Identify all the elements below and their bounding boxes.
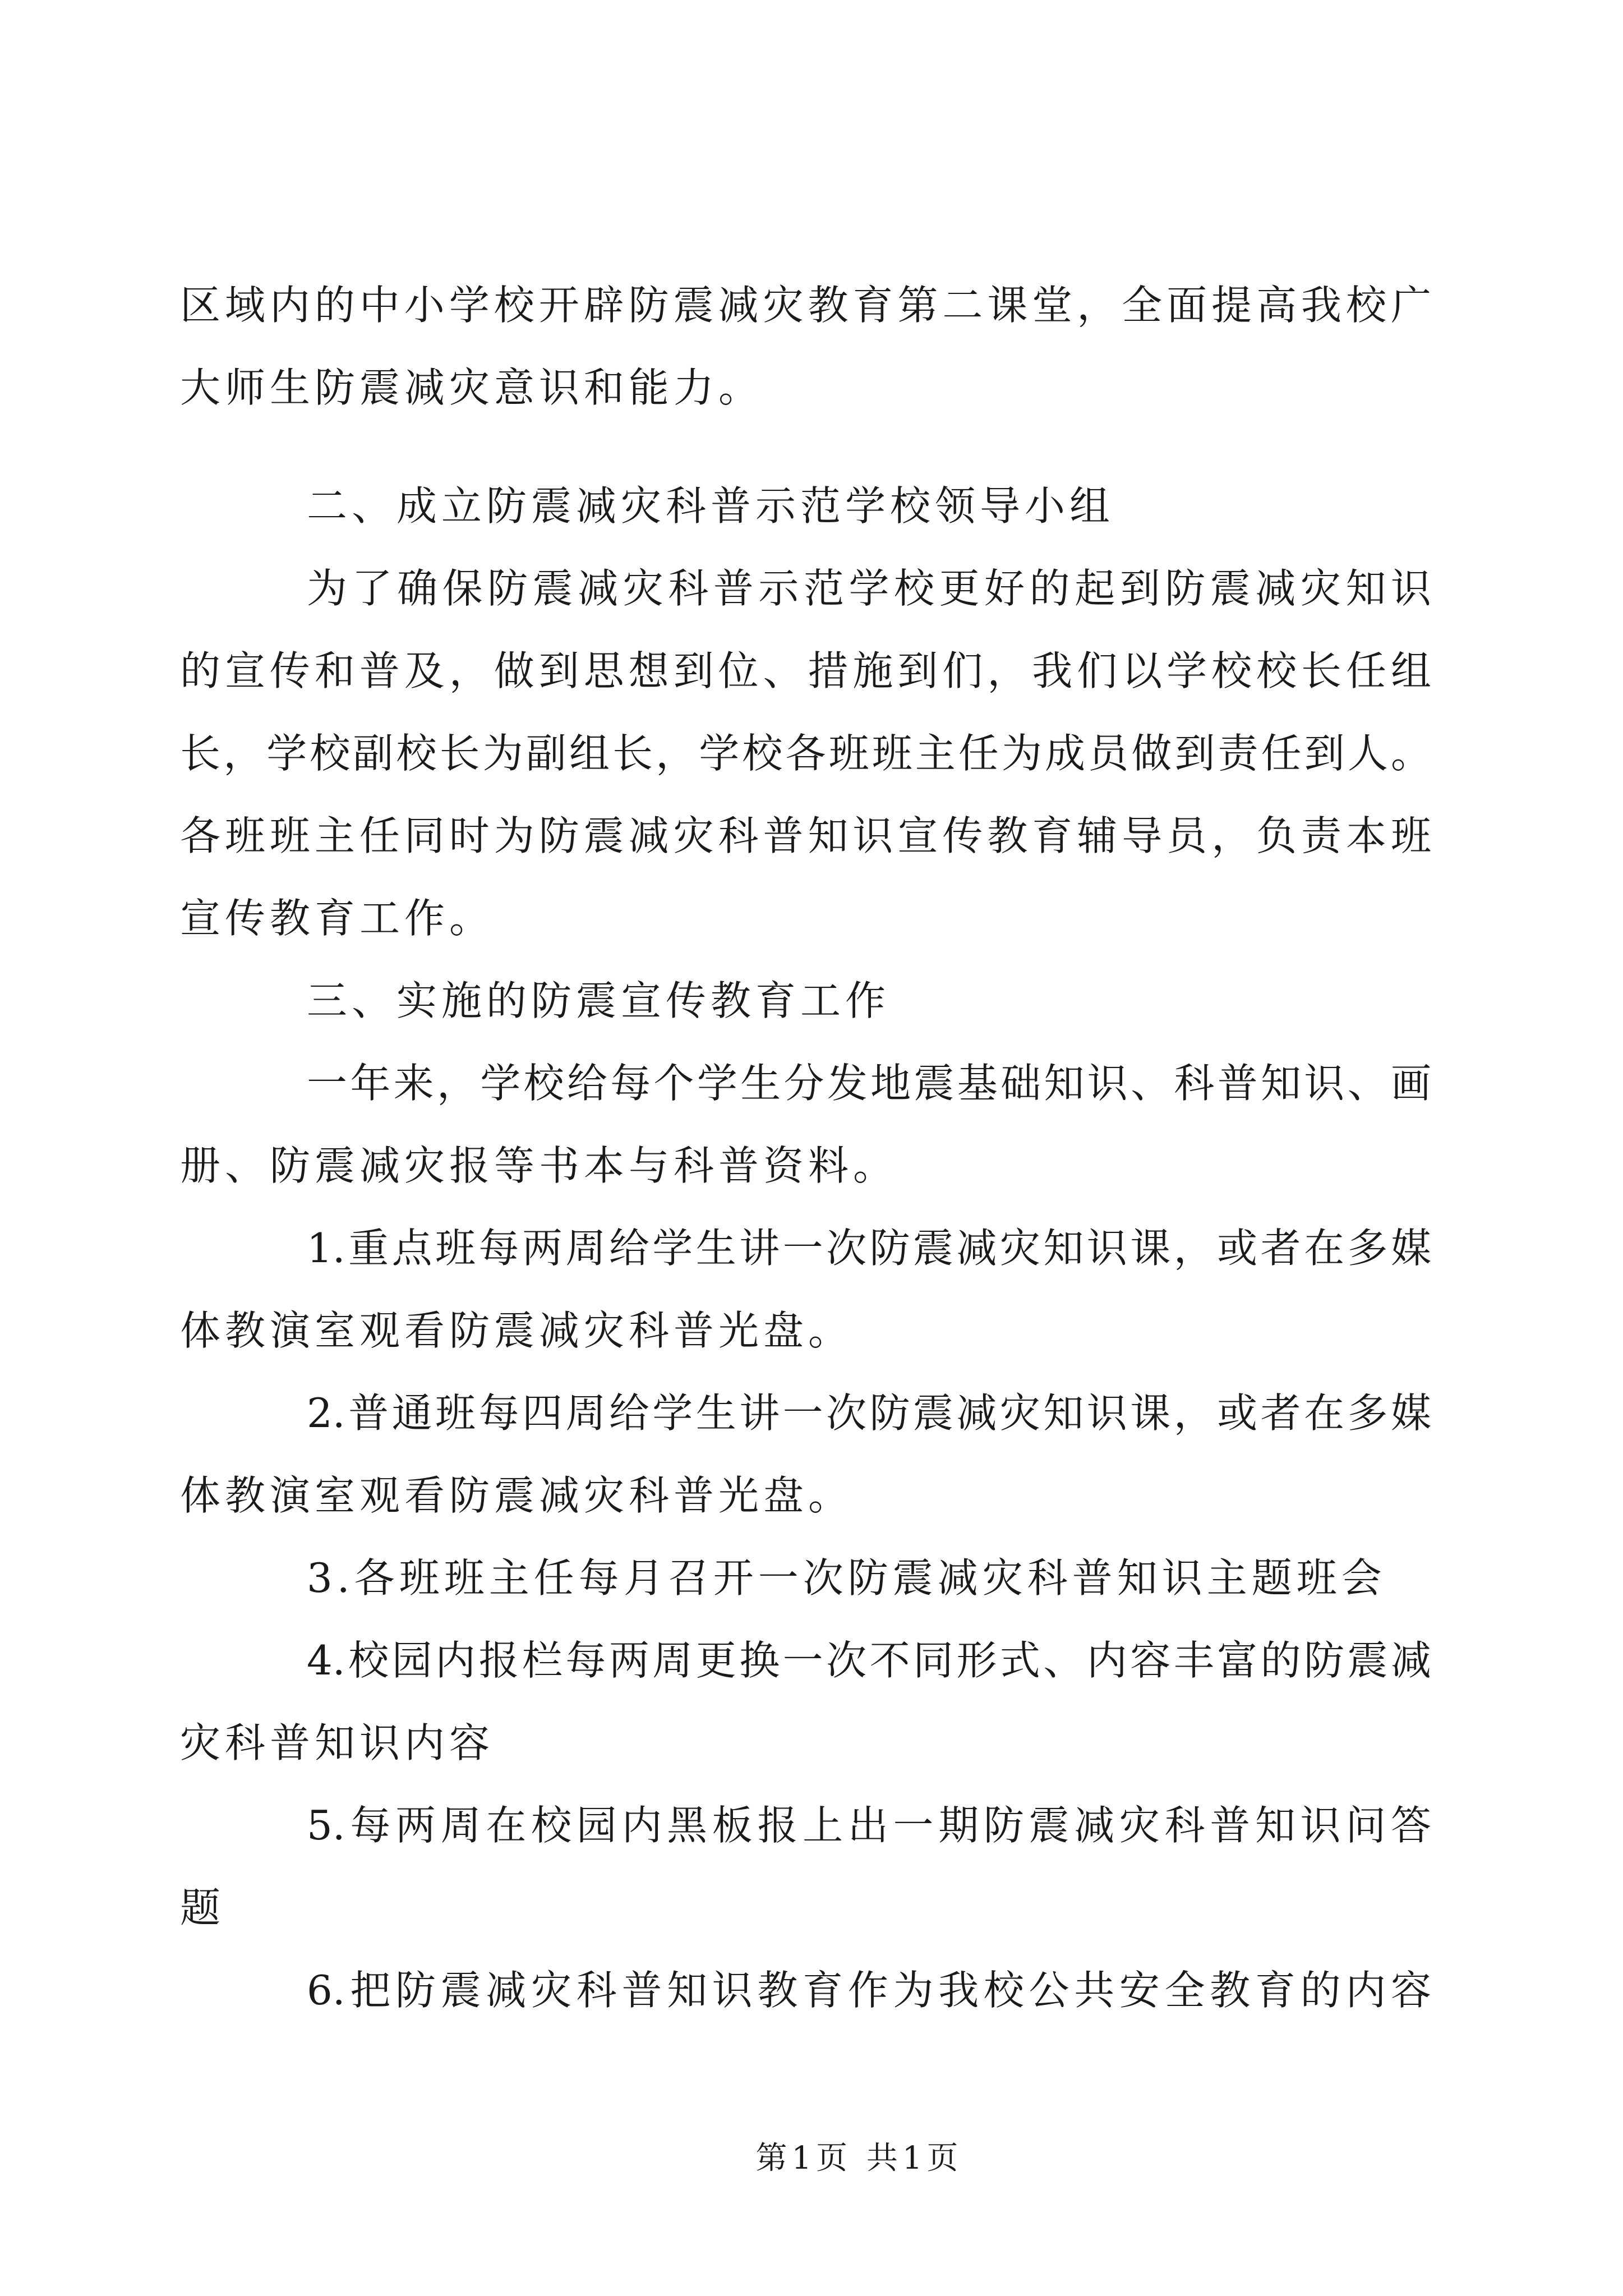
section-heading xyxy=(180,465,1431,547)
text-line: 册、防震减灾报等书本与科普资料。 xyxy=(180,1142,898,1189)
text-line: 体教演室观看防震减灾科普光盘。 xyxy=(180,1472,854,1519)
text-line: 大师生防震减灾意识和能力。 xyxy=(180,364,764,411)
text-line: 灾科普知识内容 xyxy=(180,1719,495,1766)
text-line: 一年来，学校给每个学生分发地震基础知识、科普知识、画 xyxy=(307,1060,1431,1107)
text-line: 的宣传和普及，做到思想到位、措施到们，我们以学校校长任组 xyxy=(180,647,1431,694)
paragraph xyxy=(180,1042,1431,1207)
page-footer xyxy=(0,2126,1623,2191)
text-line: 2.普通班每四周给学生讲一次防震减灾知识课，或者在多媒 xyxy=(307,1389,1431,1437)
text-line: 1.重点班每两周给学生讲一次防震减灾知识课，或者在多媒 xyxy=(307,1225,1431,1272)
text-line: 区域内的中小学校开辟防震减灾教育第二课堂，全面提高我校广 xyxy=(180,282,1431,329)
page-number-label: 第1页 共1页 xyxy=(755,2140,963,2177)
list-item xyxy=(180,1949,1431,2032)
list-item xyxy=(180,1372,1431,1537)
text-line: 题 xyxy=(180,1884,225,1931)
document-body xyxy=(180,264,1431,2032)
paragraph xyxy=(180,547,1431,960)
text-line: 各班班主任同时为防震减灾科普知识宣传教育辅导员，负责本班 xyxy=(180,812,1431,859)
text-line: 长，学校副校长为副组长，学校各班班主任为成员做到责任到人。 xyxy=(180,730,1431,777)
section-heading-text: 三、实施的防震宣传教育工作 xyxy=(307,977,891,1024)
text-line: 为了确保防震减灾科普示范学校更好的起到防震减灾知识 xyxy=(307,565,1431,612)
text-line: 5.每两周在校园内黑板报上出一期防震减灾科普知识问答 xyxy=(307,1802,1431,1849)
paragraph-continuation xyxy=(180,264,1431,429)
section-heading xyxy=(180,960,1431,1042)
list-item xyxy=(180,1537,1431,1619)
list-item xyxy=(180,1619,1431,1784)
list-item xyxy=(180,1784,1431,1949)
text-line: 4.校园内报栏每两周更换一次不同形式、内容丰富的防震减 xyxy=(307,1637,1431,1684)
section-heading-text: 二、成立防震减灾科普示范学校领导小组 xyxy=(307,482,1115,530)
text-line: 宣传教育工作。 xyxy=(180,895,495,942)
text-line: 6.把防震减灾科普知识教育作为我校公共安全教育的内容 xyxy=(307,1967,1431,2014)
text-line: 体教演室观看防震减灾科普光盘。 xyxy=(180,1307,854,1354)
list-item xyxy=(180,1207,1431,1372)
text-line: 3.各班班主任每月召开一次防震减灾科普知识主题班会 xyxy=(307,1554,1386,1602)
